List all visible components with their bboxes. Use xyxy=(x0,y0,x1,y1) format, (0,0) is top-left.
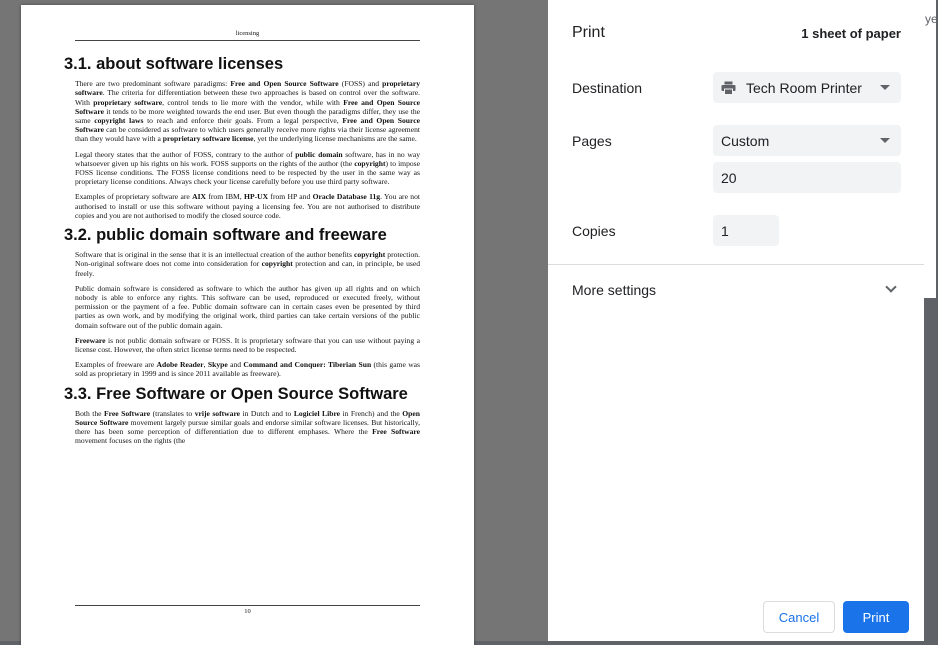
text-run: movement focuses on the rights (the xyxy=(75,436,186,446)
text-run: from HP and xyxy=(268,192,313,202)
text-run: ) to impose FOSS license conditions. The FOSS license conditions need to be respected by the user in the same way as proprietary license conditions. Always check your license carefully before you use third party software. xyxy=(75,158,420,187)
text-run: software, has in no way whatsoever given up his rights on his work. FOSS supports on the rights of the author (the xyxy=(75,149,420,168)
text-run: Legal theory states that the author of FOSS, contrary to the author of xyxy=(75,149,296,159)
text-run: protection and can, in principle, be used freely. xyxy=(75,259,421,278)
section-heading: 3.1. about software licenses xyxy=(64,55,284,73)
background-window-edge xyxy=(924,0,936,641)
bold-term: HP-UX xyxy=(244,192,269,202)
bold-term: copyright laws xyxy=(94,115,144,125)
dropdown-arrow-icon xyxy=(880,138,890,143)
bold-term: Free and Open Source Software xyxy=(75,97,421,116)
bold-term: Free Software xyxy=(372,427,420,437)
text-run: and xyxy=(227,360,244,370)
text-run: Both the xyxy=(75,408,105,418)
text-run: in Dutch and to xyxy=(240,408,294,418)
dropdown-arrow-icon xyxy=(880,85,890,90)
bold-term: Adobe Reader xyxy=(156,360,204,370)
text-run: , control tends to lie more with the vendor, while with xyxy=(162,97,344,107)
page-number: 10 xyxy=(75,605,420,615)
body-paragraph xyxy=(75,284,420,330)
body-paragraph xyxy=(75,79,420,143)
bold-term: proprietary software xyxy=(75,79,420,98)
custom-pages-input[interactable] xyxy=(713,162,901,193)
pages-label: Pages xyxy=(572,133,612,149)
more-settings-toggle[interactable]: More settings xyxy=(572,282,657,298)
text-run: , xyxy=(203,360,208,370)
section-heading: 3.2. public domain software and freeware xyxy=(64,225,387,244)
text-run: Examples of proprietary software are xyxy=(75,192,193,202)
bold-term: Freeware xyxy=(75,335,106,345)
bold-term: Logiciel Libre xyxy=(293,408,341,418)
text-run: Software that is original in the sense that it is an intellectual creation of the author benefits xyxy=(75,250,355,260)
page-content xyxy=(64,55,421,452)
custom-pages-value: 20 xyxy=(721,169,737,186)
body-paragraph xyxy=(75,150,420,187)
print-settings-panel xyxy=(548,0,924,641)
preview-page xyxy=(21,5,474,645)
text-run: Public domain software is considered as software to which the author has given up all rights and on which nobody is able to enforce any rights. This software can be used, reproduced or executed freely, without permission or the payment of a fee. Public domain software can in certain cases even be presented by third parties as own work, and by modifying the original work, third parties can take certain versions of the public domain software out of the public domain again. xyxy=(75,283,420,330)
panel-title: Print xyxy=(572,24,605,41)
text-run: There are two predominant software paradigms: xyxy=(75,79,231,89)
bold-term: Free and Open Source Software xyxy=(230,79,339,89)
chevron-down-icon[interactable] xyxy=(885,281,896,292)
bold-term: Skype xyxy=(207,360,228,370)
text-run: . You are not authorised to install or use this software without paying a licensing fee. You are not authorised to distribute copies and you are not authorised to modify the closed source code. xyxy=(75,192,420,220)
body-paragraph xyxy=(75,336,420,354)
text-run: protection. Non-original software does not come into consideration for xyxy=(75,250,420,269)
pages-select[interactable] xyxy=(713,125,901,156)
text-run: Examples of freeware are xyxy=(75,360,157,370)
body-paragraph xyxy=(75,192,420,220)
bold-term: vrije software xyxy=(194,408,241,418)
bold-term: proprietary software license xyxy=(162,134,254,144)
printer-icon xyxy=(721,81,736,95)
copies-input[interactable] xyxy=(713,215,779,246)
background-window xyxy=(924,0,936,298)
bold-term: public domain xyxy=(295,149,343,159)
bold-term: Free and Open Source Software xyxy=(75,115,420,135)
body-paragraph xyxy=(75,360,420,378)
text-run: to reach and enforce their goals. From a legal perspective, xyxy=(143,115,343,125)
section-divider xyxy=(548,264,924,265)
bold-term: copyright xyxy=(354,250,386,260)
bold-term: copyright xyxy=(261,259,293,269)
bold-term: Open Source Software xyxy=(75,408,420,427)
bold-term: AIX xyxy=(192,192,207,202)
text-run: it tends to be more weighted towards the end user. But even though the paradigms differ, they use the same xyxy=(75,106,420,125)
bold-term: Free Software xyxy=(104,408,151,418)
text-run: . The criteria for differentiation between these two approaches is based on control over the software. With xyxy=(75,88,420,107)
background-window-text: ye xyxy=(925,12,938,26)
copies-value: 1 xyxy=(721,222,729,239)
destination-value: Tech Room Printer xyxy=(746,79,862,96)
section-heading: 3.3. Free Software or Open Source Software xyxy=(64,384,408,403)
print-button[interactable]: Print xyxy=(843,601,909,633)
text-run: movement largely pursue similar goals and endorse similar software licenses. But historically, there has been some perception of differentiation due to different emphases. Where the xyxy=(75,417,420,437)
destination-label: Destination xyxy=(572,80,643,96)
pages-value: Custom xyxy=(721,132,770,149)
text-run: (FOSS) and xyxy=(338,79,383,89)
body-paragraph xyxy=(75,409,420,446)
copies-label: Copies xyxy=(572,223,616,239)
sheet-count: 1 sheet of paper xyxy=(801,26,901,41)
bold-term: proprietary software xyxy=(93,97,163,107)
text-run: (this game was sold as proprietary in 1999 and is since 2011 available as freeware). xyxy=(75,360,421,379)
destination-select[interactable] xyxy=(713,72,901,103)
text-run: can be considered as software to which users generally receive more rights via their license agreement than they would have with a xyxy=(75,125,420,144)
bold-term: copyright xyxy=(354,158,386,168)
text-run: in French) and the xyxy=(340,408,403,418)
text-run: from IBM, xyxy=(206,192,245,202)
text-run: (translates to xyxy=(150,408,195,418)
bold-term: Command and Conquer: Tiberian Sun xyxy=(243,360,372,370)
text-run: is not public domain software or FOSS. It is proprietary software that you can use without paying a license cost. However, the often strict license terms need to be respected. xyxy=(75,335,420,354)
body-paragraph xyxy=(75,250,420,278)
page-header: licensing xyxy=(75,30,420,41)
text-run: , yet the underlying license mechanisms are the same. xyxy=(253,134,417,144)
cancel-button[interactable]: Cancel xyxy=(763,601,835,633)
bold-term: Oracle Database 11g xyxy=(312,192,381,202)
